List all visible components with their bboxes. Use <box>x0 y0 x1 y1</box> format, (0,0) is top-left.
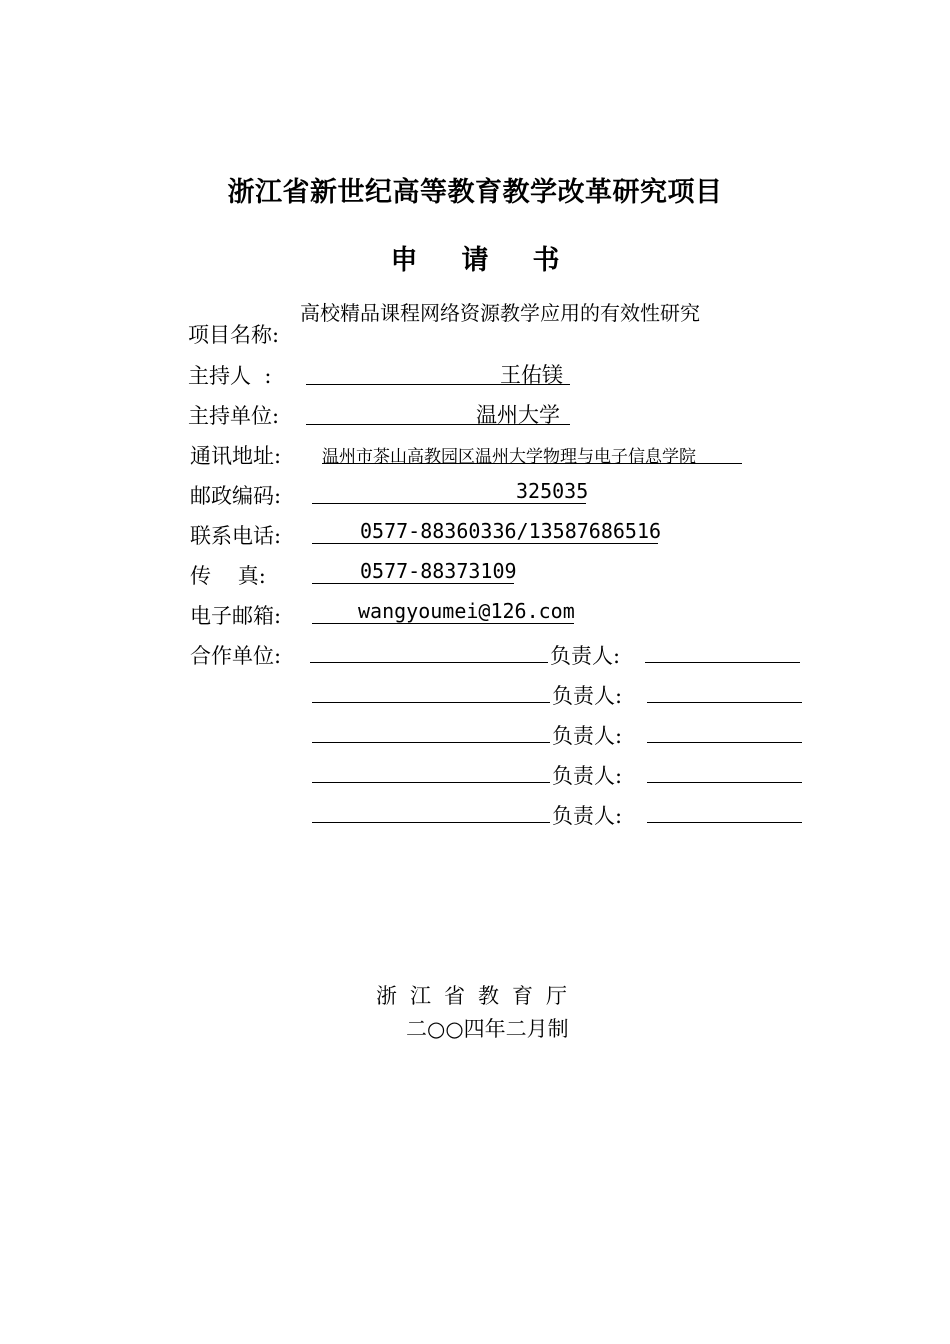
email-label: 电子邮箱: <box>190 604 282 628</box>
responsible-label: 负责人: <box>552 724 623 748</box>
host-label: 主持人 : <box>188 364 272 388</box>
document-subtitle: 申请书 <box>390 245 604 276</box>
address-label: 通讯地址: <box>190 444 282 468</box>
responsible-label: 负责人: <box>552 764 623 788</box>
host-unit-label: 主持单位: <box>188 404 280 428</box>
phone-label: 联系电话: <box>190 524 282 548</box>
responsible-underline <box>645 662 800 663</box>
issue-date: 二○○四年二月制 <box>406 1017 569 1041</box>
responsible-label: 负责人: <box>552 684 623 708</box>
partner-unit-underline <box>312 822 550 823</box>
postcode-value: 325035 <box>516 479 589 503</box>
postcode-underline <box>312 503 586 504</box>
partner-unit-underline <box>310 662 548 663</box>
host-unit-value: 温州大学 <box>476 403 560 427</box>
email-value: wangyoumei@126.com <box>358 599 575 623</box>
project-name-value: 高校精品课程网络资源教学应用的有效性研究 <box>300 301 700 325</box>
host-unit-underline <box>306 424 570 425</box>
responsible-underline <box>647 822 802 823</box>
fax-value: 0577-88373109 <box>360 559 517 583</box>
address-underline <box>322 463 742 464</box>
responsible-label: 负责人: <box>550 644 621 668</box>
responsible-underline <box>647 742 802 743</box>
issuing-organization: 浙江省教育厅 <box>376 984 580 1008</box>
address-value: 温州市茶山高教园区温州大学物理与电子信息学院 <box>322 447 696 467</box>
phone-value: 0577-88360336/13587686516 <box>360 519 662 543</box>
partner-unit-underline <box>312 702 550 703</box>
responsible-underline <box>647 702 802 703</box>
host-underline <box>306 384 570 385</box>
email-underline <box>312 623 574 624</box>
host-value: 王佑镁 <box>500 363 563 387</box>
fax-underline <box>312 583 514 584</box>
responsible-underline <box>647 782 802 783</box>
fax-label: 传 真: <box>190 564 266 588</box>
partner-unit-underline <box>312 742 550 743</box>
phone-underline <box>312 543 658 544</box>
document-title: 浙江省新世纪高等教育教学改革研究项目 <box>227 177 723 208</box>
project-name-label: 项目名称: <box>188 323 280 347</box>
partner-unit-underline <box>312 782 550 783</box>
partner-unit-label: 合作单位: <box>190 644 282 668</box>
postcode-label: 邮政编码: <box>190 484 282 508</box>
responsible-label: 负责人: <box>552 804 623 828</box>
